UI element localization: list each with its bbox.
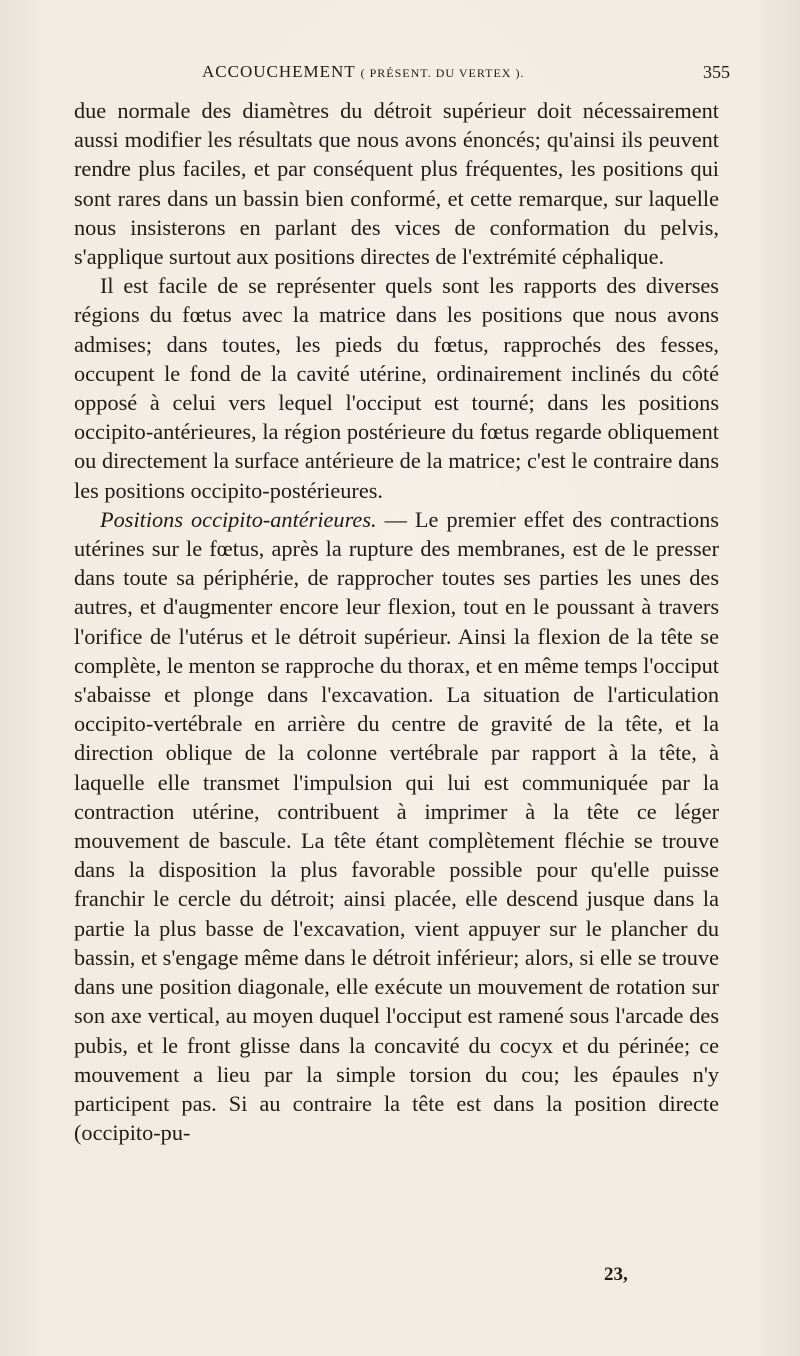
paragraph-text: Il est facile de se représenter quels sont les rapports des diverses régions du fœtus avec la matrice dans les positions que nous avons admises; dans toutes, les pieds du fœtus, rapprochés des fesses, occupent le fond de la cavité utérine, ordinairement inclinés du côté opposé à celui vers lequel l'occiput est tourné; dans les positions occipito-antérieures, la région postérieure du fœtus regarde obliquement ou directement la surface antérieure de la matrice; c'est le contraire dans les positions occipito-postérieures.	[74, 273, 719, 503]
section-lead-heading: Positions occipito-antérieures.	[100, 506, 377, 532]
paragraph-positions-occipito-anterieures	[74, 505, 719, 1147]
running-header	[70, 62, 730, 90]
signature-mark: 23,	[604, 1264, 628, 1285]
running-title-main: ACCOUCHEMENT	[202, 62, 356, 81]
body-text	[74, 96, 719, 1147]
paragraph-text: — Le premier effet des contractions utérines sur le fœtus, après la rupture des membranes, est de le presser dans toute sa périphérie, de rapprocher toutes ses parties les unes des autres, et d'augmenter encore leur flexion, tout en le poussant à travers l'orifice de l'utérus et le détroit supérieur. Ainsi la flexion de la tête se complète, le menton se rapproche du thorax, et en même temps l'occiput s'abaisse et plonge dans l'excavation. La situation de l'articulation occipito-vertébrale en arrière du centre de gravité de la tête, et la direction oblique de la colonne vertébrale par rapport à la tête, à laquelle elle transmet l'impulsion qui lui est communiquée par la contraction utérine, contribuent à imprimer à la tête ce léger mouvement de bascule. La tête étant complètement fléchie se trouve dans la disposition la plus favorable possible pour qu'elle puisse franchir le cercle du détroit; ainsi placée, elle descend jusque dans la partie la plus basse de l'excavation, vient appuyer sur le plancher du bassin, et s'engage même dans le détroit inférieur; alors, si elle se trouve dans une position diagonale, elle exécute un mouvement de rotation sur son axe vertical, au moyen duquel l'occiput est ramené sous l'arcade des pubis, et le front glisse dans la concavité du cocyx et du périnée; ce mouvement a lieu par la simple torsion du cou; les épaules n'y participent pas. Si au contraire la tête est dans la position directe (occipito-pu-	[74, 506, 719, 1146]
running-title-sub: ( PRÉSENT. DU VERTEX ).	[360, 66, 525, 80]
paragraph-continuation	[74, 96, 719, 271]
page-number: 355	[703, 62, 730, 82]
running-title	[202, 62, 524, 82]
paragraph-rapports	[74, 271, 719, 505]
paragraph-text: due normale des diamètres du détroit supérieur doit nécessairement aussi modifier les résultats que nous avons énoncés; qu'ainsi ils peuvent rendre plus faciles, et par conséquent plus fréquentes, les positions qui sont rares dans un bassin bien conformé, et cette remarque, sur laquelle nous insisterons en parlant des vices de conformation du pelvis, s'applique surtout aux positions directes de l'extrémité céphalique.	[74, 98, 719, 270]
